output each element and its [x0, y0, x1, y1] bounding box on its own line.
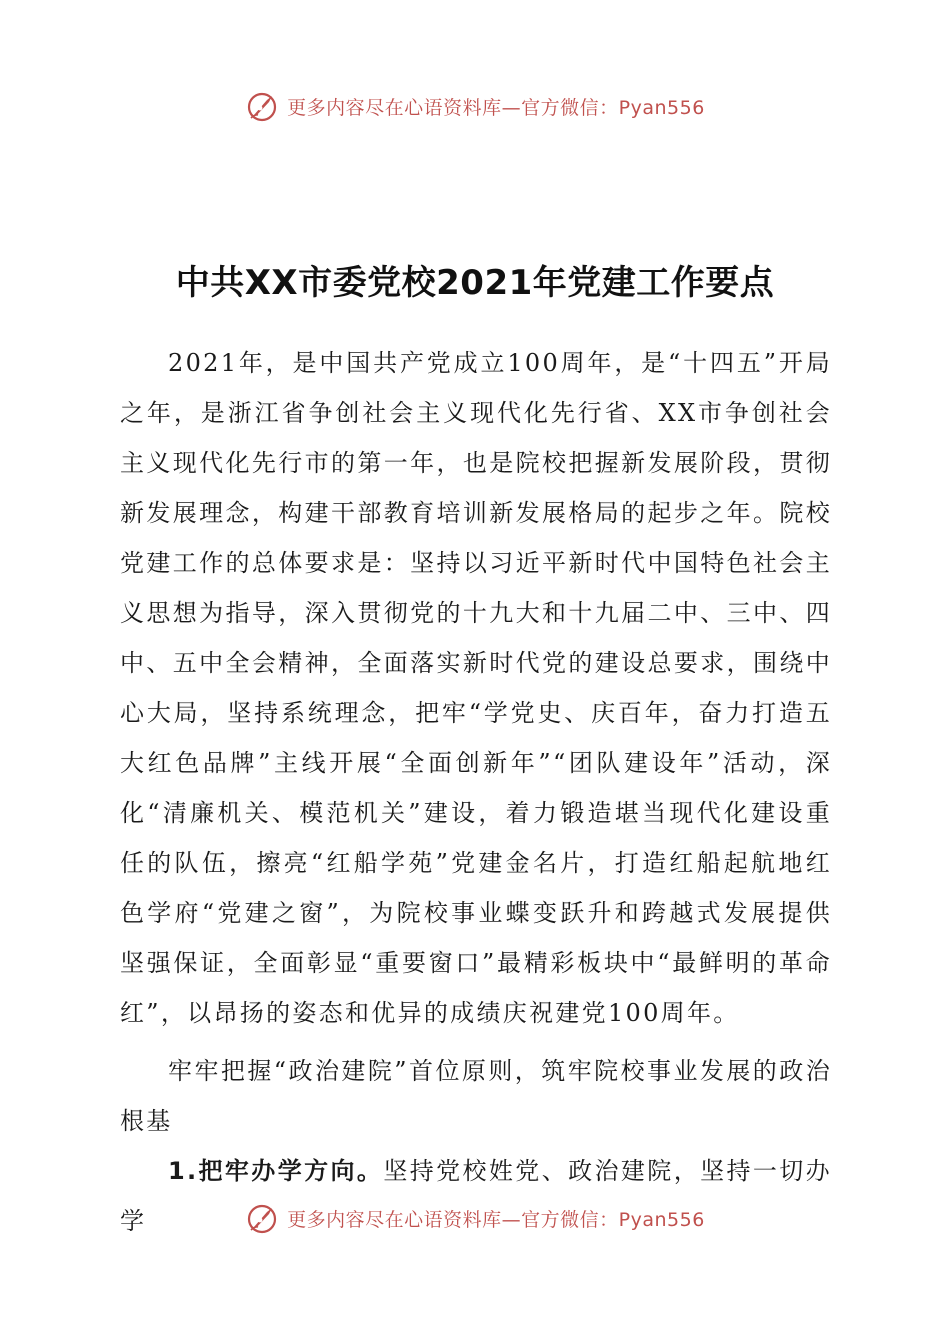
- header-watermark: [0, 84, 950, 128]
- pen-nib-logo-icon: [245, 1200, 281, 1236]
- intro-paragraph: 2021年，是中国共产党成立100周年，是“十四五”开局之年，是浙江省争创社会主义现代化先行省、XX市争创社会主义现代化先行市的第一年，也是院校把握新发展阶段，贯彻新发展理念，构建干部教育培训新发展格局的起步之年。院校党建工作的总体要求是：坚持以习近平新时代中国特色社会主义思想为指导，深入贯彻党的十九大和十九届二中、三中、四中、五中全会精神，全面落实新时代党的建设总要求，围绕中心大局，坚持系统理念，把牢“学党史、庆百年，奋力打造五大红色品牌”主线开展“全面创新年”“团队建设年”活动，深化“清廉机关、模范机关”建设，着力锻造堪当现代化建设重任的队伍，擦亮“红船学苑”党建金名片，打造红船起航地红色学府“党建之窗”，为院校事业蝶变跃升和跨越式发展提供坚强保证，全面彰显“重要窗口”最精彩板块中“最鲜明的革命红”，以昂扬的姿态和优异的成绩庆祝建党100周年。: [120, 349, 832, 1027]
- footer-watermark: [0, 1196, 950, 1240]
- pen-nib-logo-icon: [245, 88, 281, 124]
- document-body: [120, 338, 832, 1246]
- item-1-label: 1.把牢办学方向。: [168, 1157, 384, 1185]
- item-1-text: 坚持党校姓党、政治建院，坚持一切办学: [120, 1157, 832, 1235]
- document-title: 中共XX市委党校2021年党建工作要点: [175, 263, 775, 303]
- watermark-text: 更多内容尽在心语资料库—官方微信：Pyan556: [287, 1208, 705, 1231]
- watermark-text: 更多内容尽在心语资料库—官方微信：Pyan556: [287, 96, 705, 119]
- section-heading: 牢牢把握“政治建院”首位原则，筑牢院校事业发展的政治根基: [120, 1057, 832, 1135]
